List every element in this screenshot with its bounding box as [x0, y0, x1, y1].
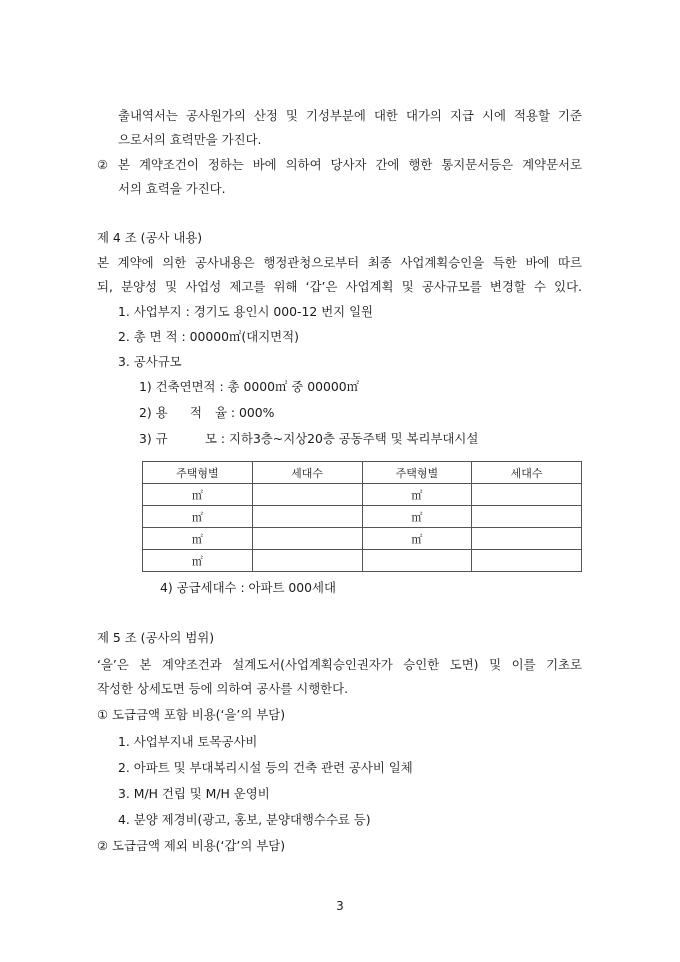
table-cell [252, 484, 362, 506]
table-cell [252, 506, 362, 528]
subitem-far-rest: 율 : 000% [215, 405, 275, 420]
article-4-item-2: 2. 총 면 적 : 00000㎡(대지면적) [118, 329, 299, 344]
article-5-heading: 제 5 조 (공사의 범위) [97, 630, 215, 645]
article-5-sub-2-heading: ② 도급금액 제외 비용(‘갑’의 부담) [97, 838, 286, 853]
table-cell: ㎡ [143, 550, 253, 572]
table-cell [472, 550, 582, 572]
table-cell [472, 484, 582, 506]
table-cell [472, 528, 582, 550]
table-cell: ㎡ [362, 506, 472, 528]
article-4-para-line-1: 본 계약에 의한 공사내용은 행정관청으로부터 최종 사업계획승인을 득한 바에 따르 [97, 255, 582, 270]
article-5-sub-1-item-4: 4. 분양 제경비(광고, 홍보, 분양대행수수료 등) [118, 812, 371, 827]
table-cell: ㎡ [143, 506, 253, 528]
table-cell: ㎡ [362, 528, 472, 550]
subitem-scale-number: 3) 규 [139, 431, 168, 446]
table-cell [252, 528, 362, 550]
table-cell [252, 550, 362, 572]
table-header-cell: 주택형별 [143, 462, 253, 484]
table-header-cell: 주택형별 [362, 462, 472, 484]
article-5-sub-1-heading: ① 도급금액 포함 비용(‘을’의 부담) [97, 707, 286, 722]
table-row [143, 484, 582, 506]
table-cell: ㎡ [362, 484, 472, 506]
item-2-line-1: 본 계약조건이 정하는 바에 의하여 당사자 간에 행한 통지문서등은 계약문서로 [118, 157, 582, 172]
housing-units-table [142, 461, 582, 572]
table-header-cell: 세대수 [252, 462, 362, 484]
page-number: 3 [336, 899, 344, 913]
article-4-item-1: 1. 사업부지 : 경기도 용인시 000-12 번지 일원 [118, 304, 374, 319]
table-cell: ㎡ [143, 528, 253, 550]
table-header-row [143, 462, 582, 484]
article-4-item-3: 3. 공사규모 [118, 354, 182, 369]
table-row [143, 528, 582, 550]
subitem-floor-area: 1) 건축연면적 : 총 0000㎡ 중 00000㎡ [139, 379, 360, 394]
article-4-para-line-2: 되, 분양성 및 사업성 제고를 위해 ‘갑’은 사업계획 및 공사규모를 변경할 수 있다. [97, 279, 582, 294]
article-5-para-line-2: 작성한 상세도면 등에 의하여 공사를 시행한다. [97, 681, 349, 696]
table-row [143, 550, 582, 572]
table-cell [472, 506, 582, 528]
article-5-sub-1-item-2: 2. 아파트 및 부대복리시설 등의 건축 관련 공사비 일체 [118, 760, 413, 775]
subitem-supply-units: 4) 공급세대수 : 아파트 000세대 [160, 580, 336, 595]
table-row [143, 506, 582, 528]
table-cell: ㎡ [143, 484, 253, 506]
intro-line-1: 출내역서는 공사원가의 산정 및 기성부분에 대한 대가의 지급 시에 적용할 기준 [118, 108, 582, 123]
item-2-line-2: 서의 효력을 가진다. [118, 181, 226, 196]
subitem-far-number: 2) 용 [139, 405, 168, 420]
article-5-sub-1-item-3: 3. M/H 건립 및 M/H 운영비 [118, 786, 270, 801]
article-4-heading: 제 4 조 (공사 내용) [97, 230, 203, 245]
article-5-sub-1-item-1: 1. 사업부지내 토목공사비 [118, 734, 258, 749]
table-cell [362, 550, 472, 572]
subitem-scale-rest: 모 : 지하3층~지상20층 공동주택 및 복리부대시설 [205, 431, 479, 446]
subitem-far-middle: 적 [190, 405, 202, 420]
article-5-para-line-1: ‘을’은 본 계약조건과 설계도서(사업계획승인권자가 승인한 도면) 및 이를 기초로 [97, 657, 582, 672]
intro-line-2: 으로서의 효력만을 가진다. [118, 132, 262, 147]
item-2-marker: ② [97, 157, 109, 172]
table-header-cell: 세대수 [472, 462, 582, 484]
